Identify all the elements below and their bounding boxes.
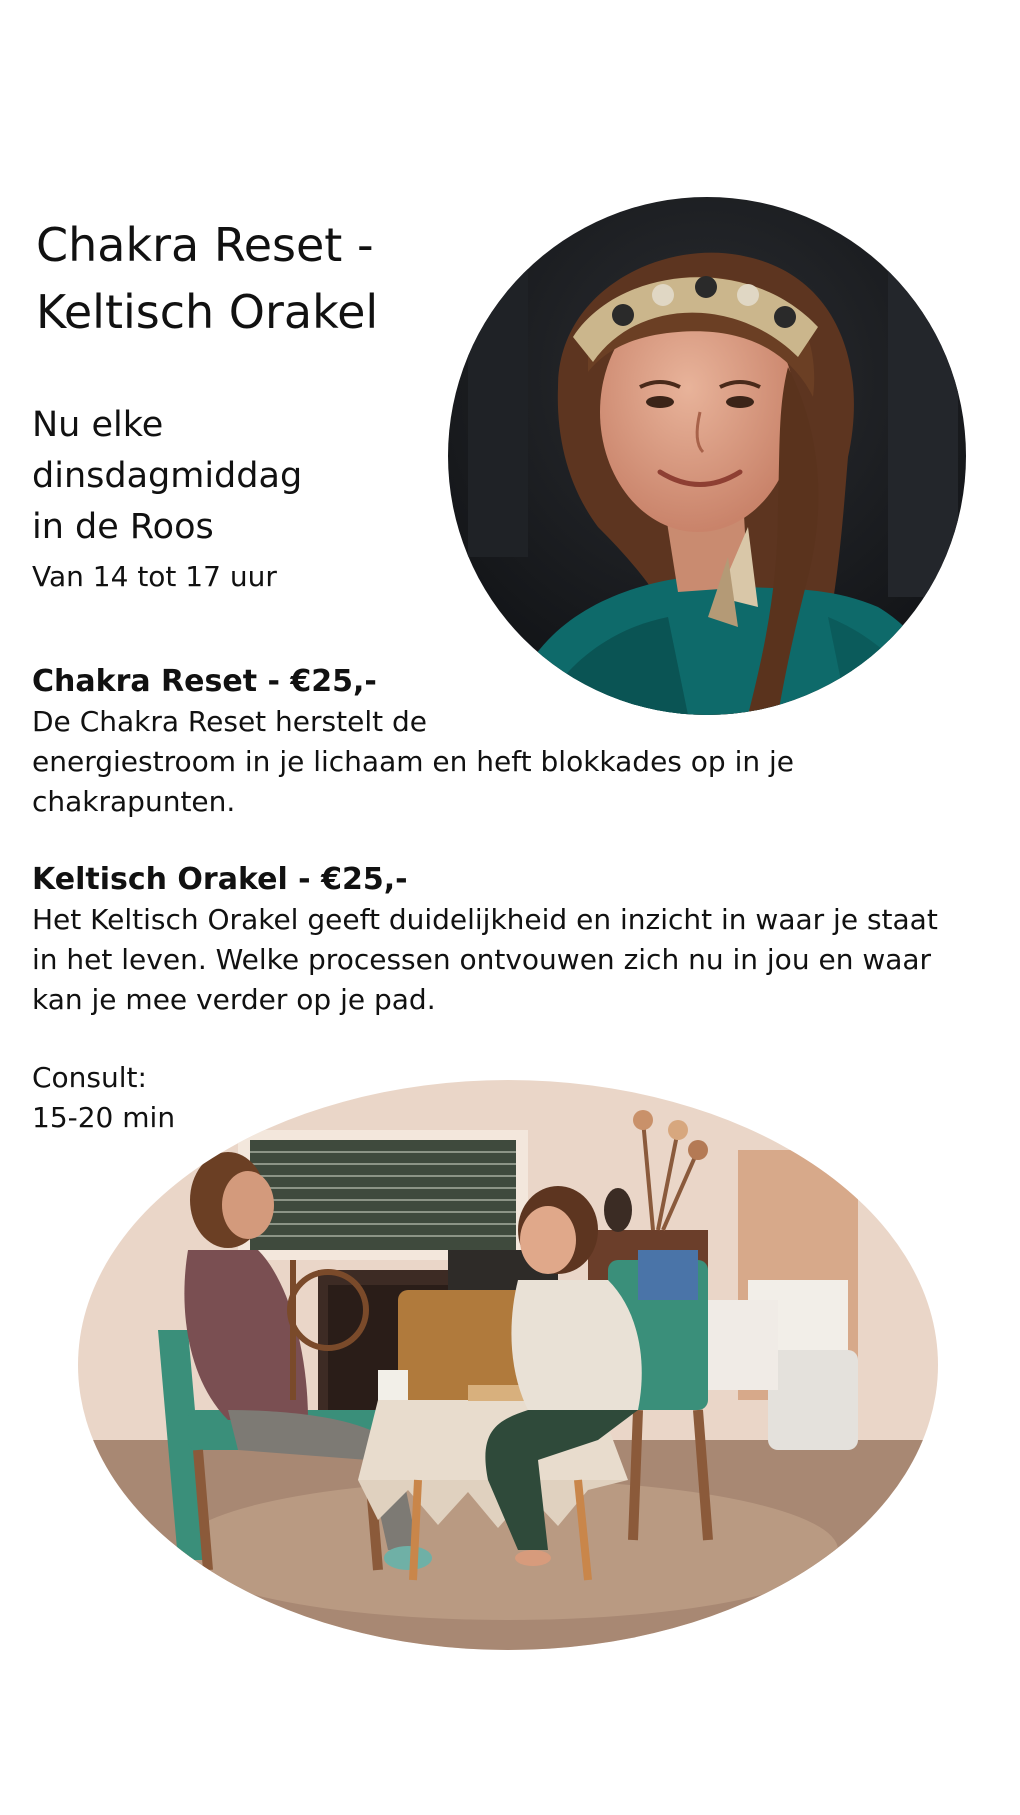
chakra-reset-description-line-1: De Chakra Reset herstelt de bbox=[32, 705, 427, 738]
keltisch-orakel-section bbox=[32, 860, 992, 1020]
portrait-photo bbox=[448, 197, 966, 715]
title-line-1: Chakra Reset - bbox=[36, 218, 374, 272]
session-photo bbox=[78, 1080, 938, 1650]
schedule-line-1: Nu elke bbox=[32, 405, 164, 445]
session-illustration bbox=[78, 1080, 938, 1650]
keltisch-orakel-heading: Keltisch Orakel - €25,- bbox=[32, 862, 408, 897]
chakra-reset-description-line-2: energiestroom in je lichaam en heft blokkades op in je chakrapunten. bbox=[32, 745, 795, 818]
schedule-line-3: in de Roos bbox=[32, 507, 214, 547]
schedule-line-2: dinsdagmiddag bbox=[32, 456, 303, 496]
keltisch-orakel-description: Het Keltisch Orakel geeft duidelijkheid en inzicht in waar je staat in het leven. Welke processen ontvouwen zich nu in jou en waar kan je mee verder op je pad. bbox=[32, 903, 938, 1016]
portrait-illustration bbox=[448, 197, 966, 715]
page-title bbox=[36, 212, 378, 346]
title-line-2: Keltisch Orakel bbox=[36, 285, 379, 339]
chakra-reset-heading: Chakra Reset - €25,- bbox=[32, 664, 377, 699]
schedule-hours: Van 14 tot 17 uur bbox=[32, 560, 277, 593]
consult-label: Consult: bbox=[32, 1061, 147, 1094]
schedule-info bbox=[32, 400, 302, 597]
chakra-reset-section bbox=[32, 662, 992, 822]
consult-info bbox=[32, 1058, 175, 1138]
consult-duration: 15-20 min bbox=[32, 1101, 176, 1134]
